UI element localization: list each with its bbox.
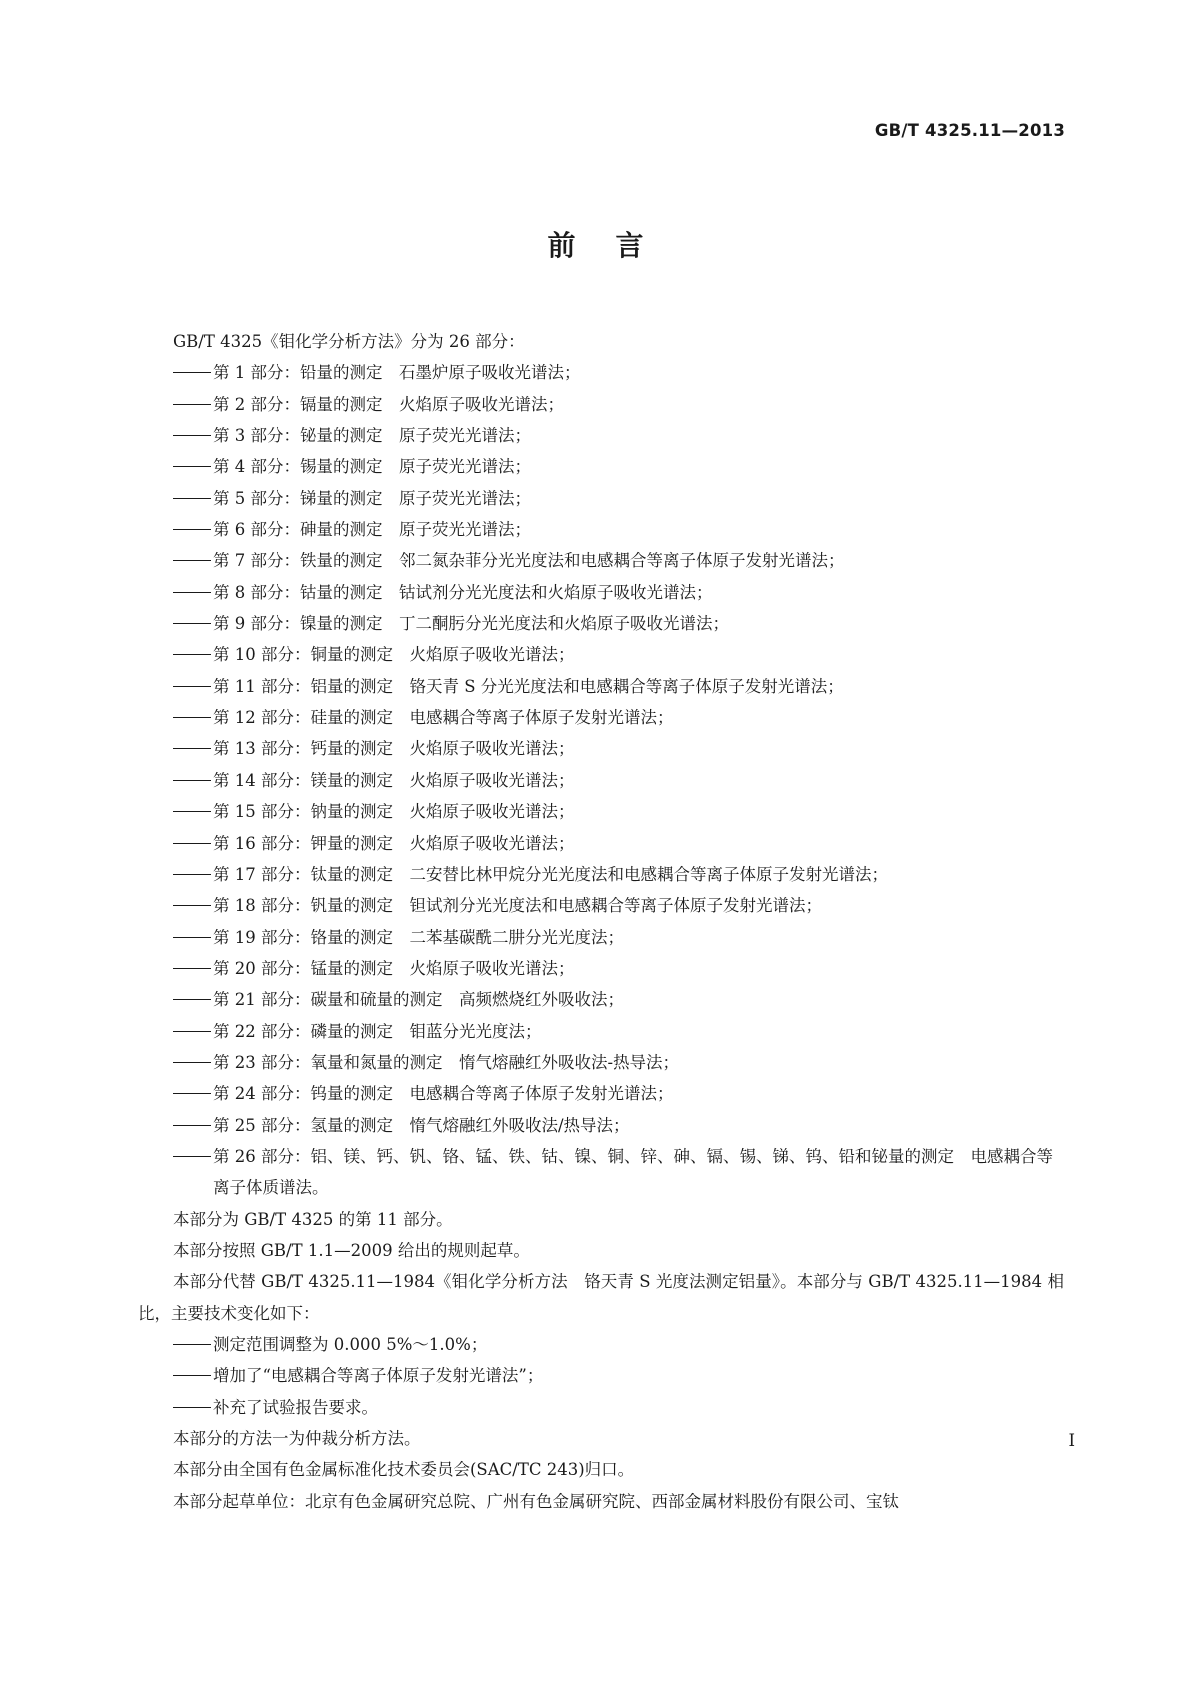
list-item: 第 22 部分：磷量的测定 钼蓝分光光度法； — [138, 1016, 1064, 1047]
replacement-paragraph: 本部分代替 GB/T 4325.11—1984《钼化学分析方法 铬天青 S 光度法测定铝量》。本部分与 GB/T 4325.11—1984 相比，主要技术变化如下： — [138, 1272, 1064, 1323]
list-item: 增加了“电感耦合等离子体原子发射光谱法”； — [138, 1360, 1064, 1391]
em-dash — [173, 874, 211, 875]
list-item: 补充了试验报告要求。 — [138, 1392, 1064, 1423]
em-dash — [173, 1156, 211, 1157]
list-item: 第 5 部分：锑量的测定 原子荧光光谱法； — [138, 483, 1064, 514]
em-dash — [173, 905, 211, 906]
em-dash — [173, 999, 211, 1000]
arbitration-method-paragraph: 本部分的方法一为仲裁分析方法。 — [173, 1429, 421, 1449]
em-dash — [173, 937, 211, 938]
list-item: 第 19 部分：铬量的测定 二苯基碳酰二肼分光光度法； — [138, 922, 1064, 953]
list-item: 第 18 部分：钒量的测定 钽试剂分光光度法和电感耦合等离子体原子发射光谱法； — [138, 890, 1064, 921]
em-dash — [173, 498, 211, 499]
em-dash — [173, 748, 211, 749]
em-dash — [173, 592, 211, 593]
list-item: 第 25 部分：氢量的测定 惰气熔融红外吸收法/热导法； — [138, 1110, 1064, 1141]
em-dash — [173, 717, 211, 718]
part-of-paragraph: 本部分为 GB/T 4325 的第 11 部分。 — [173, 1209, 453, 1229]
list-item: 第 4 部分：锡量的测定 原子荧光光谱法； — [138, 451, 1064, 482]
list-item: 第 1 部分：铅量的测定 石墨炉原子吸收光谱法； — [138, 357, 1064, 388]
page-number: I — [1068, 1431, 1075, 1450]
em-dash — [173, 1407, 211, 1408]
em-dash — [173, 654, 211, 655]
list-item: 第 3 部分：铋量的测定 原子荧光光谱法； — [138, 420, 1064, 451]
em-dash — [173, 968, 211, 969]
list-item: 第 14 部分：镁量的测定 火焰原子吸收光谱法； — [138, 765, 1064, 796]
list-item: 第 2 部分：镉量的测定 火焰原子吸收光谱法； — [138, 389, 1064, 420]
em-dash — [173, 1062, 211, 1063]
em-dash — [173, 466, 211, 467]
em-dash — [173, 529, 211, 530]
list-item: 第 12 部分：硅量的测定 电感耦合等离子体原子发射光谱法； — [138, 702, 1064, 733]
list-item: 第 24 部分：钨量的测定 电感耦合等离子体原子发射光谱法； — [138, 1078, 1064, 1109]
drafting-rules-paragraph: 本部分按照 GB/T 1.1—2009 给出的规则起草。 — [173, 1240, 530, 1260]
em-dash — [173, 1093, 211, 1094]
em-dash — [173, 1375, 211, 1376]
em-dash — [173, 1344, 211, 1345]
page-title: 前言 — [547, 229, 684, 262]
list-item: 第 21 部分：碳量和硫量的测定 高频燃烧红外吸收法； — [138, 984, 1064, 1015]
list-item: 第 23 部分：氧量和氮量的测定 惰气熔融红外吸收法-热导法； — [138, 1047, 1064, 1078]
list-item: 第 20 部分：锰量的测定 火焰原子吸收光谱法； — [138, 953, 1064, 984]
em-dash — [173, 560, 211, 561]
parts-list — [138, 357, 1064, 1203]
list-item: 第 15 部分：钠量的测定 火焰原子吸收光谱法； — [138, 796, 1064, 827]
em-dash — [173, 623, 211, 624]
em-dash — [173, 780, 211, 781]
list-item: 第 10 部分：铜量的测定 火焰原子吸收光谱法； — [138, 639, 1064, 670]
committee-paragraph: 本部分由全国有色金属标准化技术委员会(SAC/TC 243)归口。 — [173, 1460, 635, 1480]
em-dash — [173, 435, 211, 436]
em-dash — [173, 404, 211, 405]
list-item: 第 13 部分：钙量的测定 火焰原子吸收光谱法； — [138, 733, 1064, 764]
em-dash — [173, 1125, 211, 1126]
list-item: 第 8 部分：钴量的测定 钴试剂分光光度法和火焰原子吸收光谱法； — [138, 577, 1064, 608]
list-item: 第 17 部分：钛量的测定 二安替比林甲烷分光光度法和电感耦合等离子体原子发射光谱法； — [138, 859, 1064, 890]
list-item: 测定范围调整为 0.000 5%～1.0%； — [138, 1329, 1064, 1360]
list-item: 第 6 部分：砷量的测定 原子荧光光谱法； — [138, 514, 1064, 545]
em-dash — [173, 1031, 211, 1032]
em-dash — [173, 372, 211, 373]
list-item: 第 7 部分：铁量的测定 邻二氮杂菲分光光度法和电感耦合等离子体原子发射光谱法； — [138, 545, 1064, 576]
document-code: GB/T 4325.11—2013 — [874, 121, 1065, 140]
changes-list — [138, 1329, 1064, 1423]
em-dash — [173, 811, 211, 812]
em-dash — [173, 686, 211, 687]
list-item: 第 26 部分：铝、镁、钙、钒、铬、锰、铁、钴、镍、铜、锌、砷、镉、锡、锑、钨、铅和铋量的测定 电感耦合等离子体质谱法。 — [138, 1141, 1064, 1204]
list-item: 第 11 部分：铝量的测定 铬天青 S 分光光度法和电感耦合等离子体原子发射光谱法； — [138, 671, 1064, 702]
em-dash — [173, 843, 211, 844]
list-item: 第 16 部分：钾量的测定 火焰原子吸收光谱法； — [138, 828, 1064, 859]
intro-paragraph: GB/T 4325《钼化学分析方法》分为 26 部分： — [173, 332, 525, 351]
drafting-units-paragraph: 本部分起草单位：北京有色金属研究总院、广州有色金属研究院、西部金属材料股份有限公司、宝钛 — [173, 1491, 899, 1511]
foreword-body — [138, 326, 1064, 1517]
list-item: 第 9 部分：镍量的测定 丁二酮肟分光光度法和火焰原子吸收光谱法； — [138, 608, 1064, 639]
